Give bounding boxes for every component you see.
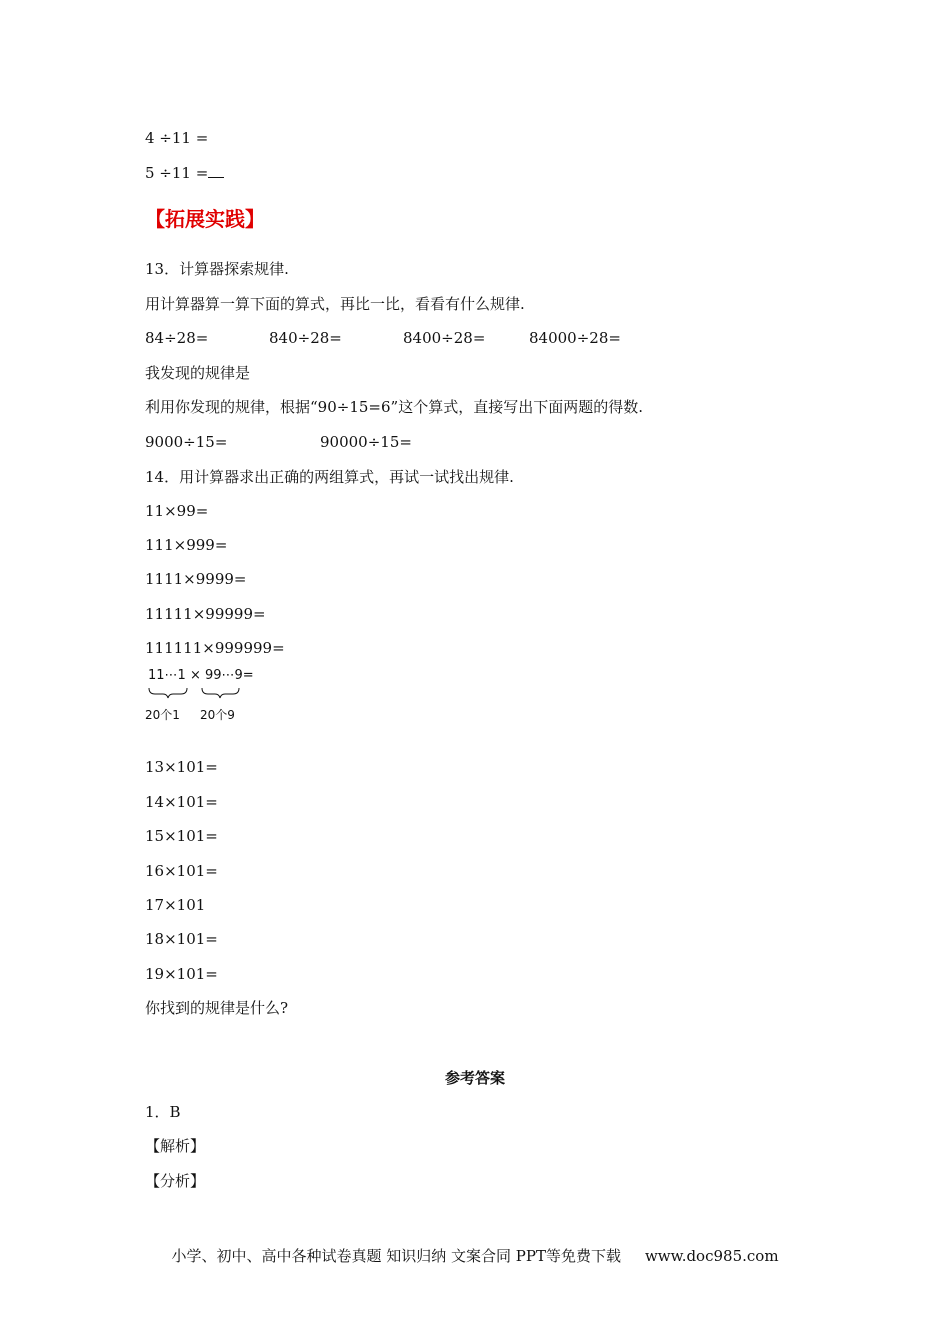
line-4-div-11: 4 ÷11 = <box>145 129 209 147</box>
figure-label-1: 20个1 <box>145 708 180 722</box>
section-heading: 【拓展实践】 <box>145 207 265 231</box>
q13-expr2: 9000÷15= <box>145 433 228 451</box>
brace-figure <box>145 668 255 728</box>
answers-title: 参考答案 <box>444 1069 505 1087</box>
answer-fenxi: 【分析】 <box>145 1172 206 1190</box>
q14-question: 你找到的规律是什么? <box>145 999 289 1017</box>
line-5-div-11 <box>145 163 224 183</box>
q14-g1-2: 111×999= <box>145 536 228 554</box>
q14-g2-2: 14×101= <box>145 793 218 811</box>
q14-g1-1: 11×99= <box>145 502 209 520</box>
q14-title: 14．用计算器求出正确的两组算式，再试一试找出规律. <box>145 468 514 486</box>
q14-g2-7: 19×101= <box>145 965 218 983</box>
q13-expr: 84000÷28= <box>529 329 621 347</box>
q13-use-rule: 利用你发现的规律，根据“90÷15=6”这个算式，直接写出下面两题的得数. <box>145 398 643 416</box>
figure-expr: 11⋯1 × 99⋯9= <box>148 668 254 683</box>
q14-g2-6: 18×101= <box>145 930 218 948</box>
q13-found: 我发现的规律是 <box>145 364 251 382</box>
page-footer <box>0 1246 950 1266</box>
q13-expr: 84÷28= <box>145 329 209 347</box>
q13-expr: 840÷28= <box>269 329 342 347</box>
answer-1: 1．B <box>145 1103 181 1121</box>
q14-g2-4: 16×101= <box>145 862 218 880</box>
q13-expr: 8400÷28= <box>403 329 486 347</box>
q14-g1-3: 1111×9999= <box>145 570 247 588</box>
q13-expr2: 90000÷15= <box>320 433 412 451</box>
figure-label-2: 20个9 <box>200 708 235 722</box>
brace-icon <box>145 684 255 706</box>
q14-g2-3: 15×101= <box>145 827 218 845</box>
q13-title: 13．计算器探索规律. <box>145 260 289 278</box>
answer-blank <box>208 163 224 178</box>
q13-instruction: 用计算器算一算下面的算式，再比一比，看看有什么规律. <box>145 295 525 313</box>
q14-g2-5: 17×101 <box>145 896 206 914</box>
answer-analysis: 【解析】 <box>145 1137 206 1155</box>
q14-g1-5: 111111×999999= <box>145 639 285 657</box>
footer-url[interactable]: www.doc985.com <box>644 1247 779 1265</box>
footer-text: 小学、初中、高中各种试卷真题 知识归纳 文案合同 PPT等免费下载 <box>171 1247 621 1265</box>
q14-g1-4: 11111×99999= <box>145 605 266 623</box>
q14-g2-1: 13×101= <box>145 758 218 776</box>
line-5-text: 5 ÷11 = <box>145 164 209 182</box>
